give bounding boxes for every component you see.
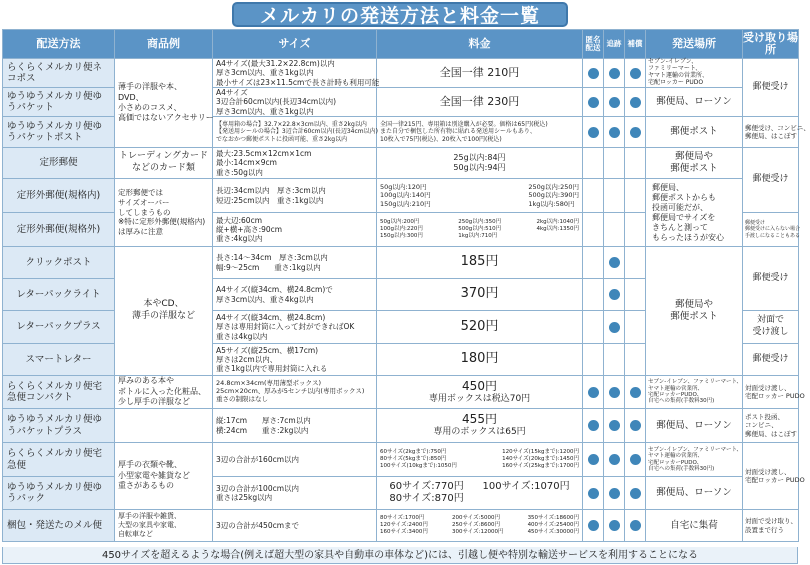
tracking-cell <box>604 88 625 117</box>
method-cell: らくらくメルカリ便宅急便 <box>3 443 115 477</box>
compensation-cell <box>625 311 646 344</box>
page-title: メルカリの発送方法と料金一覧 <box>232 2 568 27</box>
filled-circle-icon <box>630 420 641 431</box>
tracking-cell <box>604 409 625 443</box>
table-row <box>3 376 799 409</box>
method-cell: 定形郵便 <box>3 148 115 179</box>
size-cell: 3辺の合計が100cm以内 重さは25kg以内 <box>213 477 377 510</box>
compensation-cell <box>625 148 646 179</box>
receive-cell: 対面で受け取り、 設置まで行う <box>743 510 799 542</box>
fee-table <box>2 29 810 542</box>
filled-circle-icon <box>609 97 620 108</box>
method-cell: 梱包・発送たのメル便 <box>3 510 115 542</box>
ship-cell: セブン-イレブン、 ファミリーマート、 ヤマト運輸の営業所、 宅配ロッカー PUDO <box>646 59 743 88</box>
table-row <box>3 179 799 213</box>
filled-circle-icon <box>588 97 599 108</box>
example-cell: 薄手の洋服や本、 DVD、 小さめのコスメ、 高価ではないアクセサリー <box>115 59 213 148</box>
receive-cell: 郵便受け 郵便受けに入らない場合 手渡しになることもある <box>743 213 799 247</box>
method-cell: レターパックプラス <box>3 311 115 344</box>
tracking-cell <box>604 247 625 279</box>
ship-cell: 郵便ポスト <box>646 117 743 148</box>
ship-cell: 自宅に集荷 <box>646 510 743 542</box>
tracking-cell <box>604 443 625 477</box>
compensation-cell <box>625 344 646 376</box>
fee-cell: 180円 <box>377 344 583 376</box>
header-size: サイズ <box>213 30 377 59</box>
title-bar <box>0 0 800 28</box>
ship-cell: 郵便局や 郵便ポスト <box>646 247 743 376</box>
header-tracking: 追跡 <box>604 30 625 59</box>
compensation-cell <box>625 59 646 88</box>
filled-circle-icon <box>609 68 620 79</box>
anonymous-cell <box>583 59 604 88</box>
anonymous-cell <box>583 443 604 477</box>
fee-columns: 60サイズ:770円 80サイズ:870円 100サイズ:1070円 <box>389 480 570 504</box>
receive-cell: ポスト投函、 コンビニ、 郵便局、はこぽす <box>743 409 799 443</box>
filled-circle-icon <box>609 289 620 300</box>
filled-circle-icon <box>630 520 641 531</box>
fee-cell: 全国一律215円、専用箱は別途購入が必要。価格は65円(税込) また自分で梱包した所有物に貼れる発送用シールもあり、 10枚入で75円(税込)、20枚入で100円(税込) <box>377 117 583 148</box>
tracking-cell <box>604 477 625 510</box>
anonymous-cell <box>583 213 604 247</box>
receive-cell: 対面受け渡し、 宅配ロッカー PUDO <box>743 443 799 510</box>
method-cell: ゆうゆうメルカリ便ゆうパケットポスト <box>3 117 115 148</box>
method-cell: らくらくメルカリ便宅急便コンパクト <box>3 376 115 409</box>
method-cell: 定形外郵便(規格内) <box>3 179 115 213</box>
ship-cell: 郵便局や 郵便ポスト <box>646 148 743 179</box>
size-cell: 最大辺:60cm 縦+横+高さ:90cm 重さ:4kg以内 <box>213 213 377 247</box>
ship-cell: セブン-イレブン、ファミリーマート、 ヤマト運輸の営業所、 宅配ロッカーPUDO、 自宅への集荷(手数料30円) <box>646 443 743 477</box>
ship-cell: 郵便局、ローソン <box>646 88 743 117</box>
receive-cell: 郵便受け <box>743 247 799 311</box>
fee-table-wrapper <box>2 29 810 562</box>
anonymous-cell <box>583 117 604 148</box>
receive-cell: 対面で 受け渡し <box>743 311 799 344</box>
fee-cell: 25g以内:84円 50g以内:94円 <box>377 148 583 179</box>
fee-columns: 60サイズ(2kgまで):750円 80サイズ(5kgまで):850円 100サイズ(10kgまで):1050円 120サイズ(15kgまで):1200円 140サイズ(20kgまで):1450円 160サイズ(25kgまで):1700円 <box>380 449 579 469</box>
header-row <box>3 30 799 59</box>
filled-circle-icon <box>609 488 620 499</box>
header-example: 商品例 <box>115 30 213 59</box>
size-cell: 縦:17cm 厚さ:7cm以内 横:24cm 重さ:2kg以内 <box>213 409 377 443</box>
compensation-cell <box>625 376 646 409</box>
receive-cell: 郵便受け <box>743 344 799 376</box>
filled-circle-icon <box>588 68 599 79</box>
anonymous-cell <box>583 477 604 510</box>
example-cell: 厚みのある本や ボトルに入った化粧品、 少し厚手の洋服など <box>115 376 213 409</box>
example-cell: 本やCD、 薄手の洋服など <box>115 247 213 376</box>
anonymous-cell <box>583 376 604 409</box>
size-cell: 【専用箱の場合】32.7×22.8×3cm以内、重さ2kg以内 【発送用シールの場合】3辺合計60cm以内(長辺34cm以内) でなおかつ郵便ポストに投函可能、重さ2kg以内 <box>213 117 377 148</box>
filled-circle-icon <box>609 387 620 398</box>
header-compensation: 補償 <box>625 30 646 59</box>
compensation-cell <box>625 477 646 510</box>
method-cell: 定形外郵便(規格外) <box>3 213 115 247</box>
method-cell: クリックポスト <box>3 247 115 279</box>
footnote: 450サイズを超えるような場合(例えば超大型の家具や自動車の車体など)には、引越し便や特別な輸送サービスを利用することになる <box>2 547 798 564</box>
filled-circle-icon <box>588 387 599 398</box>
tracking-cell <box>604 376 625 409</box>
fee-cell: 370円 <box>377 279 583 311</box>
tracking-cell <box>604 311 625 344</box>
ship-cell: 郵便局、 郵便ポストからも 投函可能だが、 郵便局でサイズを きちんと測って もらったほうが安心 <box>646 179 743 247</box>
filled-circle-icon <box>609 420 620 431</box>
anonymous-cell <box>583 148 604 179</box>
anonymous-cell <box>583 179 604 213</box>
filled-circle-icon <box>609 257 620 268</box>
anonymous-cell <box>583 88 604 117</box>
table-row <box>3 443 799 477</box>
filled-circle-icon <box>630 387 641 398</box>
tracking-cell <box>604 510 625 542</box>
filled-circle-icon <box>588 520 599 531</box>
compensation-cell <box>625 117 646 148</box>
ship-cell: 郵便局、ローソン <box>646 477 743 510</box>
filled-circle-icon <box>609 520 620 531</box>
compensation-cell <box>625 510 646 542</box>
receive-cell: 郵便受け <box>743 59 799 117</box>
method-cell: ゆうゆうメルカリ便ゆうパケットプラス <box>3 409 115 443</box>
fee-cell <box>377 510 583 542</box>
header-fee: 料金 <box>377 30 583 59</box>
anonymous-cell <box>583 279 604 311</box>
receive-cell: 郵便受け、コンビニ、 郵便局、はこぽす <box>743 117 799 148</box>
size-cell: 24.8cm×34cm(専用薄型ボックス) 25cm×20cm、厚みが5センチ以内(専用ボックス) 重さの制限はなし <box>213 376 377 409</box>
method-cell: ゆうゆうメルカリ便ゆうパック <box>3 477 115 510</box>
example-cell <box>115 409 213 443</box>
ship-cell: 郵便局、ローソン <box>646 409 743 443</box>
filled-circle-icon <box>630 454 641 465</box>
filled-circle-icon <box>630 68 641 79</box>
filled-circle-icon <box>630 127 641 138</box>
size-cell: A5サイズ(縦25cm、横17cm) 厚さは2cm以内、 重さ1kg以内で専用封筒に入れる <box>213 344 377 376</box>
size-cell: 3辺の合計が450cmまで <box>213 510 377 542</box>
table-row <box>3 247 799 279</box>
size-cell: A4サイズ(最大31.2×22.8cm)以内 厚さ3cm以内、重さ1kg以内 最小サイズは23×11.5cmで長さ計時も利用可能 <box>213 59 377 88</box>
size-cell: 3辺の合計が160cm以内 <box>213 443 377 477</box>
size-cell: A4サイズ 3辺合計60cm以内(長辺34cm以内) 厚さ3cm以内、重さ1kg以内 <box>213 88 377 117</box>
size-cell: 長辺:34cm以内 厚さ:3cm以内 短辺:25cm以内 重さ:1kg以内 <box>213 179 377 213</box>
fee-cell <box>377 443 583 477</box>
fee-cell: 全国一律 230円 <box>377 88 583 117</box>
method-cell: らくらくメルカリ便ネコポス <box>3 59 115 88</box>
tracking-cell <box>604 59 625 88</box>
fee-cell: 520円 <box>377 311 583 344</box>
fee-cell: 全国一律 210円 <box>377 59 583 88</box>
compensation-cell <box>625 443 646 477</box>
filled-circle-icon <box>588 127 599 138</box>
example-cell: トレーディングカード などのカード類 <box>115 148 213 179</box>
fee-cell: 185円 <box>377 247 583 279</box>
fee-cell <box>377 477 583 510</box>
filled-circle-icon <box>609 454 620 465</box>
example-cell: 厚手の洋服や雑貨、 大型の家具や家電、 自転車など <box>115 510 213 542</box>
header-receive: 受け取り場所 <box>743 30 799 59</box>
method-cell: レターパックライト <box>3 279 115 311</box>
ship-cell: セブン-イレブン、ファミリーマート、 ヤマト運輸の営業所、 宅配ロッカーPUDO、 自宅への集荷(手数料30円) <box>646 376 743 409</box>
anonymous-cell <box>583 247 604 279</box>
filled-circle-icon <box>609 127 620 138</box>
header-ship-place: 発送場所 <box>646 30 743 59</box>
table-row <box>3 59 799 88</box>
size-cell: 最大:23.5cm×12cm×1cm 最小:14cm×9cm 重さ:50g以内 <box>213 148 377 179</box>
table-row <box>3 510 799 542</box>
example-cell: 定形郵便では サイズオーバー してしまうもの ※特に定形外郵便(規格内) は厚みに注意 <box>115 179 213 247</box>
example-cell: 厚手の衣類や靴、 小型家電や雑貨など 重さがあるもの <box>115 443 213 510</box>
fee-cell: 450円 専用ボックスは税込70円 <box>377 376 583 409</box>
method-cell: スマートレター <box>3 344 115 376</box>
tracking-cell <box>604 213 625 247</box>
table-row <box>3 148 799 179</box>
compensation-cell <box>625 409 646 443</box>
anonymous-cell <box>583 409 604 443</box>
tracking-cell <box>604 279 625 311</box>
fee-columns: 50g以内:120円 100g以内:140円 150g以内:210円 250g以内:250円 500g以内:390円 1kg以内:580円 <box>380 183 579 208</box>
method-cell: ゆうゆうメルカリ便ゆうパケット <box>3 88 115 117</box>
fee-cell <box>377 179 583 213</box>
receive-cell: 対面受け渡し、 宅配ロッカー PUDO <box>743 376 799 409</box>
receive-cell: 郵便受け <box>743 148 799 213</box>
compensation-cell <box>625 279 646 311</box>
filled-circle-icon <box>609 322 620 333</box>
size-cell: A4サイズ(縦34cm、横24.8cm) 厚さは専用封筒に入って封ができればOK 重さは4kg以内 <box>213 311 377 344</box>
tracking-cell <box>604 117 625 148</box>
tracking-cell <box>604 179 625 213</box>
fee-columns: 80サイズ:1700円 120サイズ:2400円 160サイズ:3400円 200サイズ:5000円 250サイズ:8600円 300サイズ:12000円 350サイズ:18600円 400サイズ:25400円 450サイズ:30000円 <box>380 515 579 535</box>
size-cell: A4サイズ(縦34cm、横24.8cm)で 厚さ3cm以内、重さ4kg以内 <box>213 279 377 311</box>
filled-circle-icon <box>588 420 599 431</box>
anonymous-cell <box>583 344 604 376</box>
filled-circle-icon <box>588 454 599 465</box>
fee-cell <box>377 213 583 247</box>
table-row <box>3 409 799 443</box>
header-method: 配送方法 <box>3 30 115 59</box>
anonymous-cell <box>583 311 604 344</box>
compensation-cell <box>625 213 646 247</box>
compensation-cell <box>625 247 646 279</box>
tracking-cell <box>604 344 625 376</box>
fee-cell: 455円 専用のボックスは65円 <box>377 409 583 443</box>
filled-circle-icon <box>630 488 641 499</box>
filled-circle-icon <box>588 488 599 499</box>
fee-columns: 50g以内:200円 100g以内:220円 150g以内:300円 250g以内:350円 500g以内:510円 1kg以内:710円 2kg以内:1040円 4kg以内:1350円 <box>380 219 579 239</box>
filled-circle-icon <box>630 97 641 108</box>
compensation-cell <box>625 179 646 213</box>
header-anonymous: 匿名配送 <box>583 30 604 59</box>
compensation-cell <box>625 88 646 117</box>
tracking-cell <box>604 148 625 179</box>
anonymous-cell <box>583 510 604 542</box>
size-cell: 長さ:14～34cm 厚さ:3cm以内 幅:9～25cm 重さ:1kg以内 <box>213 247 377 279</box>
